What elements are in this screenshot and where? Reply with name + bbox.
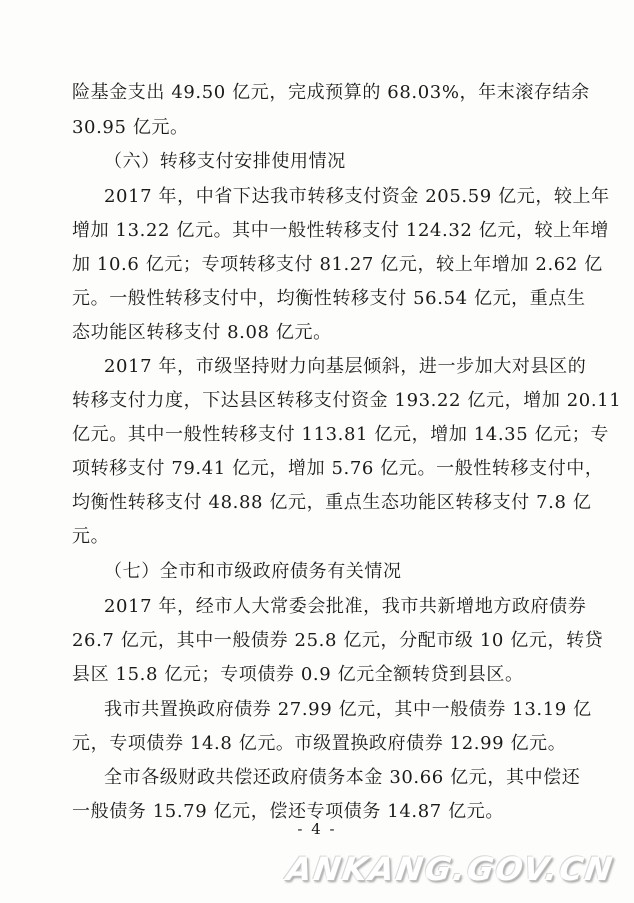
paragraph-line: 县区 15.8 亿元；专项债券 0.9 亿元全额转贷到县区。 bbox=[72, 664, 524, 685]
paragraph-line: 亿元。其中一般性转移支付 113.81 亿元，增加 14.35 亿元；专 bbox=[72, 424, 609, 445]
paragraph-line: 态功能区转移支付 8.08 亿元。 bbox=[72, 322, 332, 343]
paragraph-line: 26.7 亿元，其中一般债券 25.8 亿元，分配市级 10 亿元，转贷 bbox=[72, 630, 604, 651]
paragraph-line: 转移支付力度，下达县区转移支付资金 193.22 亿元，增加 20.11 bbox=[72, 390, 622, 411]
paragraph-line: 2017 年，市级坚持财力向基层倾斜，进一步加大对县区的 bbox=[104, 356, 587, 377]
paragraph-line: 险基金支出 49.50 亿元，完成预算的 68.03%，年末滚存结余 bbox=[72, 82, 590, 103]
paragraph-line: 加 10.6 亿元；专项转移支付 81.27 亿元，较上年增加 2.62 亿 bbox=[72, 254, 603, 275]
paragraph-line: 30.95 亿元。 bbox=[72, 117, 189, 138]
paragraph-line: 项转移支付 79.41 亿元，增加 5.76 亿元。一般性转移支付中， bbox=[72, 458, 604, 479]
paragraph-line: 全市各级财政共偿还政府债务本金 30.66 亿元，其中偿还 bbox=[104, 767, 581, 788]
section-heading-transfer-payments: （六）转移支付安排使用情况 bbox=[104, 151, 346, 172]
paragraph-line: 增加 13.22 亿元。其中一般性转移支付 124.32 亿元，较上年增 bbox=[72, 220, 609, 241]
page-number: - 4 - bbox=[297, 820, 337, 838]
paragraph-line: 2017 年，经市人大常委会批准，我市共新增地方政府债券 bbox=[104, 596, 587, 617]
site-watermark: ANKANG.GOV.CN bbox=[284, 850, 617, 888]
section-heading-government-debt: （七）全市和市级政府债务有关情况 bbox=[104, 561, 402, 582]
paragraph-line: 我市共置换政府债券 27.99 亿元，其中一般债券 13.19 亿 bbox=[104, 699, 592, 720]
paragraph-line: 元，专项债券 14.8 亿元。市级置换政府债券 12.99 亿元。 bbox=[72, 733, 567, 754]
paragraph-line: 一般债务 15.79 亿元，偿还专项债务 14.87 亿元。 bbox=[72, 801, 504, 822]
paragraph-line: 元。一般性转移支付中，均衡性转移支付 56.54 亿元，重点生 bbox=[72, 288, 586, 309]
paragraph-line: 2017 年，中省下达我市转移支付资金 205.59 亿元，较上年 bbox=[104, 186, 610, 207]
paragraph-line: 元。 bbox=[72, 526, 110, 547]
paragraph-line: 均衡性转移支付 48.88 亿元，重点生态功能区转移支付 7.8 亿 bbox=[72, 492, 592, 513]
